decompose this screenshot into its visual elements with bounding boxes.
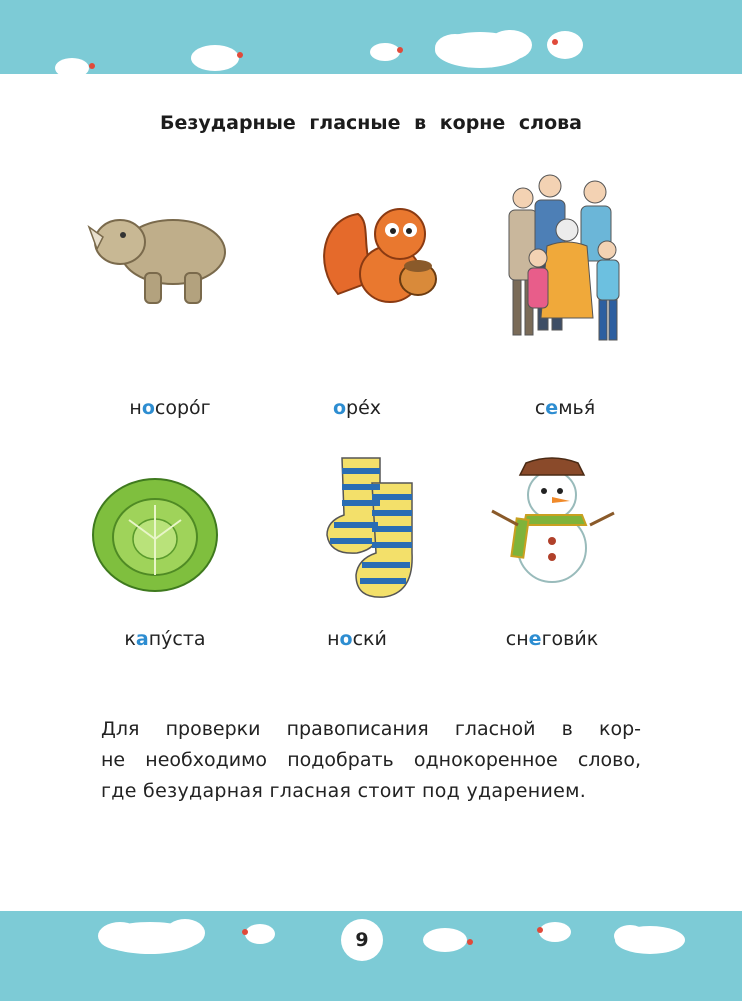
rule-paragraph — [101, 714, 641, 807]
family-icon — [503, 168, 631, 356]
rhinoceros-icon — [85, 197, 230, 309]
clouds-birds-top — [0, 0, 742, 95]
page-number: 9 — [341, 919, 383, 961]
word-orekh: оре́х — [332, 397, 382, 419]
word-semya: семья́ — [534, 397, 596, 419]
word-noski: носки́ — [327, 628, 387, 650]
squirrel-with-nut-icon — [318, 194, 443, 310]
page-title: Безударные гласные в корне слова — [160, 112, 582, 134]
snowman-icon — [490, 453, 615, 583]
word-kapusta: капу́ста — [124, 628, 206, 650]
rule-line-1: Для проверки правописания гласной в кор- — [101, 718, 641, 740]
word-snegovik: снегови́к — [505, 628, 599, 650]
cabbage-icon — [89, 475, 221, 595]
word-nosorog: носоро́г — [129, 397, 211, 419]
socks-icon — [322, 453, 426, 601]
rule-line-2: не необходимо подобрать однокоренное слово, — [101, 749, 641, 771]
rule-line-3: где безударная гласная стоит под ударением. — [101, 780, 587, 802]
